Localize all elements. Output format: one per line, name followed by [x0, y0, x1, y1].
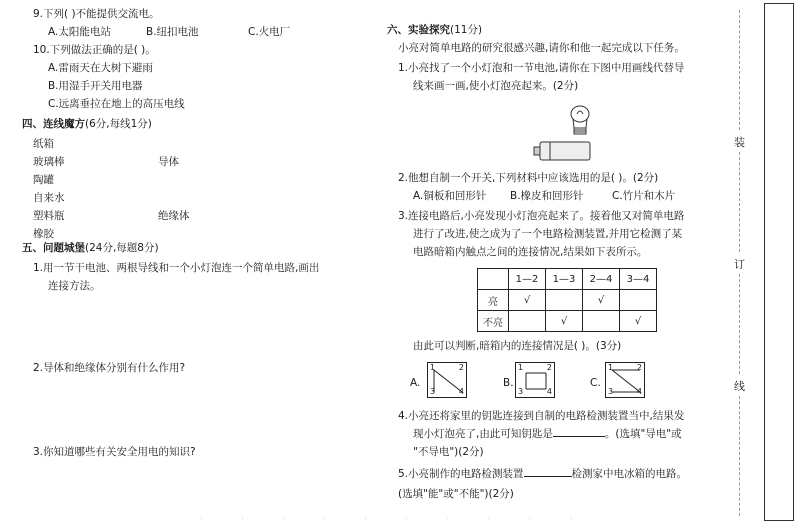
s6-q4-line1: 4.小亮还将家里的钥匙连接到自制的电路检测装置当中,结果发: [398, 410, 685, 422]
q10-option-c: C.远离垂拉在地上的高压电线: [48, 98, 185, 110]
terminal-2: 2: [458, 363, 464, 372]
match-item-2: 玻璃棒: [33, 156, 65, 168]
s6-q5-text-pre: 5.小亮制作的电路检测装置: [398, 468, 524, 480]
table-cell: √: [620, 311, 657, 332]
connection-result-table: [477, 268, 657, 332]
table-row: [478, 311, 657, 332]
terminal-3: 3: [608, 387, 614, 396]
s5-q1-line2: 连接方法。: [48, 280, 101, 292]
q10-option-b: B.用湿手开关用电器: [48, 80, 143, 92]
binding-char-1: 装: [734, 136, 745, 149]
table-header-cell: [478, 269, 509, 290]
s6-q3-line1: 3.连接电路后,小亮发现小灯泡亮起来了。接着他又对简单电路: [398, 210, 685, 222]
s6-q4-text-post: 。(选填"导电"或: [604, 428, 682, 440]
match-item-4: 自来水: [33, 192, 65, 204]
binding-dash-3: [739, 274, 740, 374]
battery-icon: [534, 142, 590, 160]
table-header-cell: 2—4: [583, 269, 620, 290]
section5-score: (24分,每题8分): [85, 242, 159, 254]
section4-title: 四、连线魔方: [22, 118, 85, 130]
s6-q5-line1: [398, 468, 687, 481]
table-cell: 不亮: [478, 311, 509, 332]
s6-q2-option-c: C.竹片和木片: [612, 190, 676, 202]
terminal-2: 2: [636, 363, 642, 372]
s6-q3-prompt: 由此可以判断,暗箱内的连接情况是( )。(3分): [413, 340, 622, 352]
option-b-diagram: [515, 362, 555, 398]
s5-q3: 3.你知道哪些有关安全用电的知识?: [33, 446, 196, 458]
s6-q1-line1: 1.小亮找了一个小灯泡和一节电池,请你在下图中用画线代替导: [398, 62, 685, 74]
match-item-5: 塑料瓶: [33, 210, 65, 222]
q9-stem: 9.下列( )不能提供交流电。: [33, 8, 160, 20]
table-header-row: [478, 269, 657, 290]
section4-score: (6分,每线1分): [85, 118, 152, 130]
option-a-diagram: [427, 362, 467, 398]
s6-q1-line2: 线来画一画,使小灯泡亮起来。(2分): [413, 80, 579, 92]
table-header-cell: 3—4: [620, 269, 657, 290]
s6-q4-line3: "不导电")(2分): [413, 446, 484, 458]
match-target-conductor: 导体: [158, 156, 179, 168]
section4-header: [22, 118, 152, 131]
match-target-insulator: 绝缘体: [158, 210, 190, 222]
q9-option-c: C.火电厂: [248, 26, 291, 38]
section5-title: 五、问题城堡: [22, 242, 85, 254]
binding-char-3: 线: [734, 380, 745, 393]
table-row: [478, 290, 657, 311]
s6-q2-option-a: A.铜板和回形针: [413, 190, 487, 202]
table-cell: √: [509, 290, 546, 311]
binding-dash-1: [739, 10, 740, 130]
table-cell: [509, 311, 546, 332]
option-a-label: A.: [410, 377, 421, 389]
s6-q5-text-post: 检测家中电冰箱的电路。: [571, 468, 688, 480]
terminal-2: 2: [546, 363, 552, 372]
table-header-cell: 1—2: [509, 269, 546, 290]
s5-q1-line1: 1.用一节干电池、两根导线和一个小灯泡连一个简单电路,画出: [33, 262, 320, 274]
table-cell: [583, 311, 620, 332]
key-conductivity-blank[interactable]: [553, 436, 605, 437]
section6-score: (11分): [450, 24, 483, 36]
option-b-label: B.: [503, 377, 514, 389]
s6-q3-line2: 进行了改进,使之成为了一个电路检测装置,并用它检测了某: [413, 228, 683, 240]
bulb-battery-illustration: [530, 100, 600, 165]
s6-intro: 小亮对简单电路的研究很感兴趣,请你和他一起完成以下任务。: [398, 42, 685, 54]
q10-stem: 10.下列做法正确的是( )。: [33, 44, 156, 56]
binding-char-2: 订: [734, 258, 745, 271]
match-item-3: 陶罐: [33, 174, 54, 186]
table-cell: √: [583, 290, 620, 311]
page-footer: · · · · · · · · · ·: [200, 514, 591, 523]
match-item-1: 纸箱: [33, 138, 54, 150]
s5-q2: 2.导体和绝缘体分别有什么作用?: [33, 362, 186, 374]
match-item-6: 橡胶: [33, 228, 54, 240]
terminal-3: 3: [518, 387, 524, 396]
terminal-1: 1: [430, 363, 436, 372]
section6-header: [387, 24, 482, 37]
terminal-1: 1: [518, 363, 524, 372]
terminal-1: 1: [608, 363, 614, 372]
terminal-4: 4: [546, 387, 552, 396]
q10-option-a: A.雷雨天在大树下避雨: [48, 62, 153, 74]
binding-dash-4: [739, 396, 740, 516]
table-header-cell: 1—3: [546, 269, 583, 290]
table-cell: √: [546, 311, 583, 332]
s6-q3-line3: 电路暗箱内触点之间的连接情况,结果如下表所示。: [413, 246, 648, 258]
section5-header: [22, 242, 159, 255]
s6-q2-option-b: B.橡皮和回形针: [510, 190, 584, 202]
s6-q4-line2: [413, 428, 682, 441]
q9-option-a: A.太阳能电站: [48, 26, 111, 38]
option-c-diagram: [605, 362, 645, 398]
q9-option-b: B.纽扣电池: [146, 26, 199, 38]
table-cell: [546, 290, 583, 311]
binding-dash-2: [739, 152, 740, 252]
s6-q5-line2: (选填"能"或"不能")(2分): [398, 488, 514, 500]
table-cell: 亮: [478, 290, 509, 311]
s6-q4-text-pre: 现小灯泡亮了,由此可知钥匙是: [413, 428, 553, 440]
terminal-4: 4: [636, 387, 642, 396]
binding-strip: [764, 3, 794, 521]
fridge-test-blank[interactable]: [524, 476, 572, 477]
terminal-4: 4: [458, 387, 464, 396]
light-bulb-icon: [571, 106, 589, 134]
option-c-label: C.: [590, 377, 601, 389]
section6-title: 六、实验探究: [387, 24, 450, 36]
terminal-3: 3: [430, 387, 436, 396]
s6-q2: 2.他想自制一个开关,下列材料中应该选用的是( )。(2分): [398, 172, 659, 184]
table-cell: [620, 290, 657, 311]
